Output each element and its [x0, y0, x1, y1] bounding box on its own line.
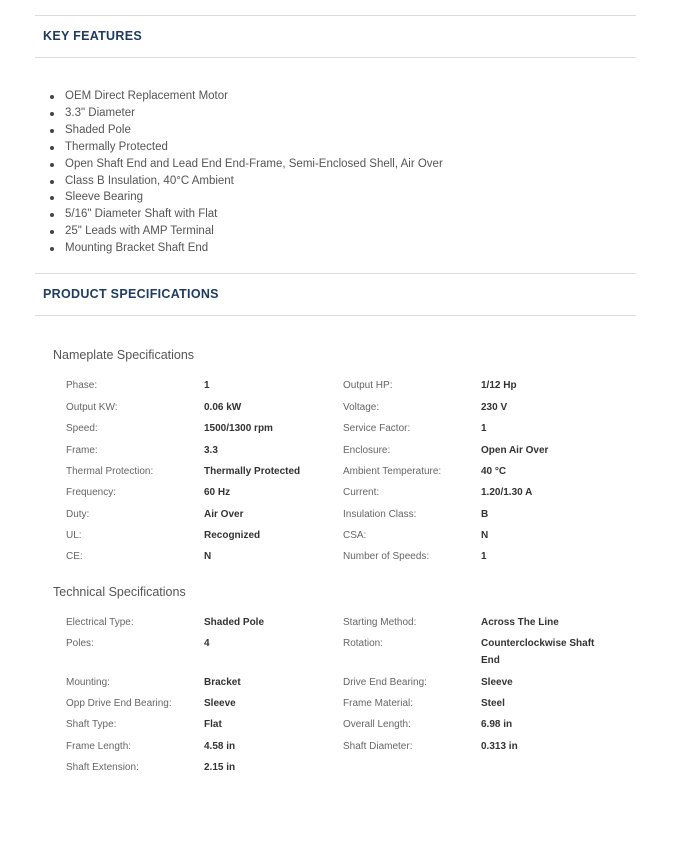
- spec-label: Output HP:: [343, 380, 393, 391]
- spec-label: Rotation:: [343, 638, 384, 649]
- spec-value: 1/12 Hp: [481, 380, 517, 391]
- key-features-list: [48, 88, 443, 257]
- spec-value: Sleeve: [204, 698, 236, 709]
- spec-label: Drive End Bearing:: [343, 677, 427, 688]
- spec-label: Mounting:: [66, 677, 110, 688]
- spec-label: Poles:: [66, 638, 94, 649]
- spec-label: Service Factor:: [343, 423, 411, 434]
- spec-value: Sleeve: [481, 677, 513, 688]
- spec-value: 0.313 in: [481, 741, 518, 752]
- list-item: Open Shaft End and Lead End End-Frame, Semi-Enclosed Shell, Air Over: [48, 156, 443, 173]
- spec-label: Overall Length:: [343, 719, 411, 730]
- spec-label: Phase:: [66, 380, 98, 391]
- spec-label: Thermal Protection:: [66, 466, 154, 477]
- list-item: Sleeve Bearing: [48, 189, 443, 206]
- spec-value: 3.3: [204, 445, 218, 456]
- spec-label: Output KW:: [66, 402, 118, 413]
- spec-value: 0.06 kW: [204, 402, 242, 413]
- spec-value: 1: [481, 423, 487, 434]
- spec-label: UL:: [66, 530, 82, 541]
- spec-value: 4: [204, 638, 210, 649]
- product-specs-title: PRODUCT SPECIFICATIONS: [43, 287, 219, 301]
- spec-value: 4.58 in: [204, 741, 236, 752]
- spec-label: Enclosure:: [343, 445, 391, 456]
- spec-label: Opp Drive End Bearing:: [66, 698, 172, 709]
- spec-label: Starting Method:: [343, 617, 417, 628]
- spec-value: Open Air Over: [481, 445, 549, 456]
- list-item: 25" Leads with AMP Terminal: [48, 223, 443, 240]
- technical-specs-title: Technical Specifications: [53, 585, 186, 599]
- spec-label: Duty:: [66, 509, 90, 520]
- spec-label: Shaft Diameter:: [343, 741, 413, 752]
- divider: [35, 273, 636, 274]
- divider-top: [35, 15, 636, 16]
- spec-value: N: [481, 530, 489, 541]
- spec-label: Frame Length:: [66, 741, 132, 752]
- spec-label: Current:: [343, 487, 380, 498]
- divider: [35, 57, 636, 58]
- spec-label: CE:: [66, 551, 83, 562]
- spec-value: B: [481, 509, 489, 520]
- spec-value: 1.20/1.30 A: [481, 487, 533, 498]
- spec-label: Frame Material:: [343, 698, 414, 709]
- list-item: Mounting Bracket Shaft End: [48, 240, 443, 257]
- spec-label: Number of Speeds:: [343, 551, 430, 562]
- spec-label: Speed:: [66, 423, 98, 434]
- spec-value: 230 V: [481, 402, 508, 413]
- spec-label: Frame:: [66, 445, 98, 456]
- spec-value: Recognized: [204, 530, 261, 541]
- spec-value: 40 °C: [481, 466, 507, 477]
- spec-value: Across The Line: [481, 617, 559, 628]
- spec-value: 2.15 in: [204, 762, 236, 773]
- list-item: Class B Insulation, 40°C Ambient: [48, 173, 443, 190]
- spec-value: Air Over: [204, 509, 244, 520]
- list-item: OEM Direct Replacement Motor: [48, 88, 443, 105]
- spec-label: CSA:: [343, 530, 367, 541]
- spec-value: Shaded Pole: [204, 617, 265, 628]
- spec-value: Bracket: [204, 677, 241, 688]
- divider: [35, 315, 636, 316]
- spec-value: Counterclockwise Shaft End: [481, 638, 595, 666]
- list-item: Thermally Protected: [48, 139, 443, 156]
- spec-label: Voltage:: [343, 402, 380, 413]
- key-features-title: KEY FEATURES: [43, 29, 142, 43]
- spec-label: Electrical Type:: [66, 617, 134, 628]
- spec-label: Shaft Type:: [66, 719, 117, 730]
- spec-value: Steel: [481, 698, 505, 709]
- spec-label: Ambient Temperature:: [343, 466, 442, 477]
- spec-value: Thermally Protected: [204, 466, 301, 477]
- spec-label: Insulation Class:: [343, 509, 417, 520]
- spec-label: Frequency:: [66, 487, 117, 498]
- list-item: 3.3" Diameter: [48, 105, 443, 122]
- list-item: Shaded Pole: [48, 122, 443, 139]
- list-item: 5/16" Diameter Shaft with Flat: [48, 206, 443, 223]
- spec-value: 1: [204, 380, 210, 391]
- spec-value: N: [204, 551, 212, 562]
- spec-value: 1: [481, 551, 487, 562]
- spec-value: 6.98 in: [481, 719, 513, 730]
- spec-value: 1500/1300 rpm: [204, 423, 273, 434]
- spec-value: 60 Hz: [204, 487, 231, 498]
- nameplate-specs-title: Nameplate Specifications: [53, 348, 195, 362]
- spec-label: Shaft Extension:: [66, 762, 139, 773]
- spec-value: Flat: [204, 719, 222, 730]
